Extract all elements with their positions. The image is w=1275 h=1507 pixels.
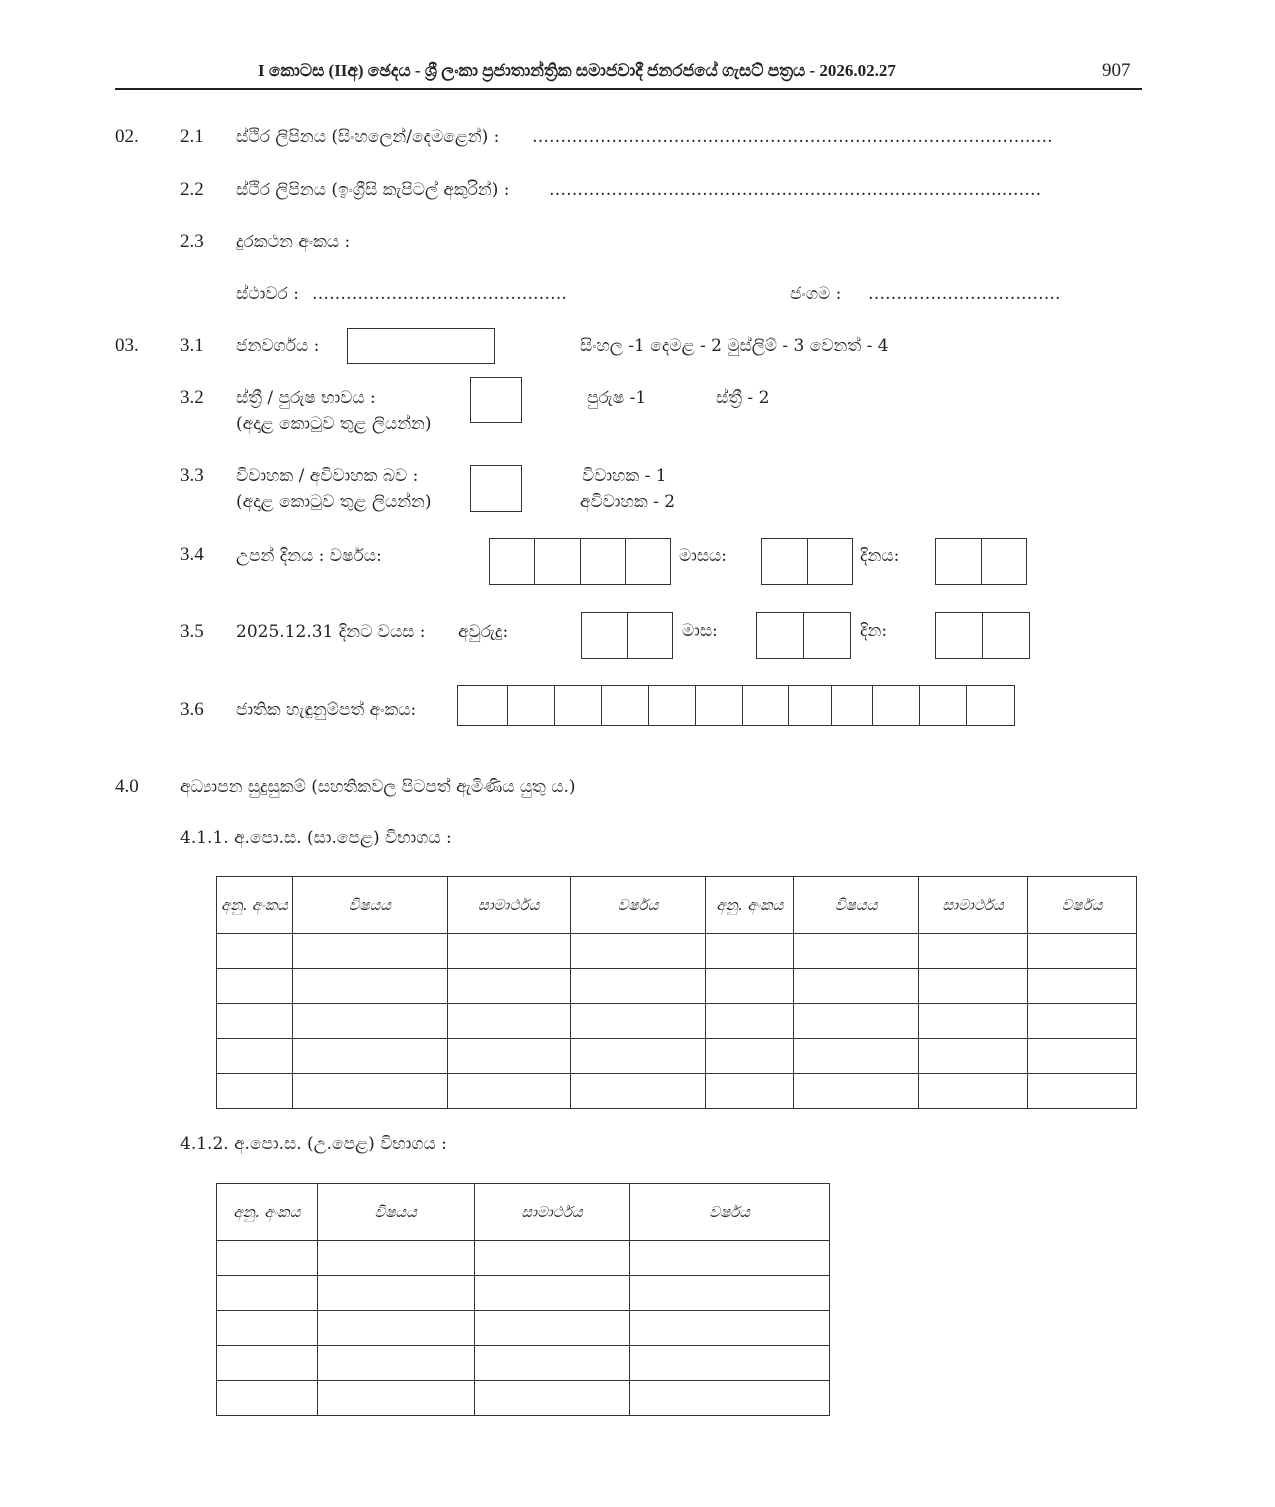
gender-box[interactable] (470, 377, 522, 423)
item-2-1-label: ස්ථිර ලිපිනය (සිංහලෙන්/දෙමළෙන්) : (236, 127, 500, 147)
marital-option-married: විවාහක - 1 (582, 466, 667, 486)
al-header-year: වර්ෂය (630, 1184, 830, 1241)
age-days-label: දින: (860, 621, 888, 641)
dob-day-cell[interactable] (936, 539, 982, 584)
ol-cell[interactable] (919, 934, 1028, 969)
ol-cell[interactable] (919, 1039, 1028, 1074)
dob-year-cell[interactable] (626, 539, 671, 584)
al-results-table (216, 1183, 830, 1416)
age-months-cells[interactable] (756, 612, 851, 659)
ol-header-grade: සාමාර්ථය (919, 877, 1028, 934)
ol-cell[interactable] (570, 1074, 706, 1109)
age-years-label: අවුරුදු: (458, 622, 509, 642)
item-3-3-number: 3.3 (180, 465, 204, 486)
ol-cell[interactable] (794, 934, 919, 969)
education-title: අධ්‍යාපන සුදුසුකම් (සහතිකවල පිටපත් ඇමිණිය යුතු ය.) (180, 777, 576, 797)
ol-cell[interactable] (919, 1004, 1028, 1039)
age-years-cells[interactable] (581, 612, 673, 659)
ol-cell[interactable] (706, 969, 794, 1004)
age-label: 2025.12.31 දිනට වයස : (236, 622, 426, 642)
item-3-1-number: 3.1 (180, 335, 204, 356)
nic-cells[interactable] (457, 685, 1015, 726)
item-2-3-label: දුරකථන අංකය : (236, 232, 351, 252)
al-cell[interactable] (317, 1276, 474, 1311)
ol-header-grade: සාමාර්ථය (447, 877, 570, 934)
ol-header-subject: විෂයය (794, 877, 919, 934)
ol-cell[interactable] (217, 1004, 293, 1039)
al-header-subject: විෂයය (317, 1184, 474, 1241)
ol-cell[interactable] (217, 1039, 293, 1074)
marital-box[interactable] (470, 465, 522, 512)
ol-cell[interactable] (794, 969, 919, 1004)
dob-month-cells[interactable] (761, 538, 853, 585)
dob-month-cell[interactable] (808, 539, 854, 584)
al-header-grade: සාමාර්ථය (474, 1184, 630, 1241)
al-cell[interactable] (630, 1241, 830, 1276)
al-cell[interactable] (317, 1381, 474, 1416)
gender-label: ස්ත්‍රී / පුරුෂ භාවය : (236, 388, 376, 408)
al-cell[interactable] (630, 1346, 830, 1381)
gender-option-male: පුරුෂ -1 (587, 388, 647, 408)
al-header-index: අනු. අංකය (217, 1184, 318, 1241)
item-2-1-number: 2.1 (180, 126, 204, 147)
ol-exam-title: 4.1.1. අ.පො.ස. (සා.පෙළ) විභාගය : (180, 828, 452, 848)
nic-cell[interactable] (555, 686, 602, 725)
ol-header-subject: විෂයය (292, 877, 447, 934)
ol-cell[interactable] (1028, 1074, 1137, 1109)
ol-cell[interactable] (570, 1039, 706, 1074)
al-cell[interactable] (630, 1381, 830, 1416)
age-years-cell[interactable] (628, 613, 674, 658)
ol-cell[interactable] (217, 934, 293, 969)
ol-cell[interactable] (447, 934, 570, 969)
dob-month-label: මාසය: (679, 546, 727, 566)
al-exam-title: 4.1.2. අ.පො.ස. (උ.පෙළ) විභාගය : (180, 1134, 447, 1154)
marital-label: විවාහක / අවිවාහක බව : (236, 466, 419, 486)
landline-dots[interactable]: ……………………………………… (312, 284, 567, 304)
section-04-number: 4.0 (115, 776, 139, 797)
section-03-number: 03. (115, 335, 139, 356)
dob-year-cell[interactable] (581, 539, 626, 584)
al-cell[interactable] (474, 1276, 630, 1311)
ol-cell[interactable] (794, 1039, 919, 1074)
ethnicity-label: ජනවර්ගය : (236, 336, 320, 356)
item-2-2-number: 2.2 (180, 179, 204, 200)
ol-header-year: වර්ෂය (570, 877, 706, 934)
nic-cell[interactable] (602, 686, 649, 725)
landline-label: ස්ථාවර : (236, 284, 299, 304)
dob-year-cells[interactable] (489, 538, 671, 585)
table-row (217, 1074, 1137, 1109)
ol-cell[interactable] (1028, 1004, 1137, 1039)
ol-cell[interactable] (292, 1004, 447, 1039)
ol-results-table (216, 876, 1137, 1109)
ol-cell[interactable] (1028, 969, 1137, 1004)
table-row (217, 1346, 830, 1381)
al-cell[interactable] (630, 1276, 830, 1311)
nic-label: ජාතික හැඳුනුම්පත් අංකය: (236, 700, 417, 720)
nic-cell[interactable] (508, 686, 555, 725)
ol-cell[interactable] (1028, 1039, 1137, 1074)
age-days-cell[interactable] (983, 613, 1030, 658)
al-cell[interactable] (217, 1311, 318, 1346)
al-cell[interactable] (317, 1311, 474, 1346)
nic-cell[interactable] (920, 686, 967, 725)
al-cell[interactable] (474, 1311, 630, 1346)
al-cell[interactable] (217, 1346, 318, 1381)
dob-day-cell[interactable] (982, 539, 1028, 584)
ol-header-index: අනු. අංකය (217, 877, 293, 934)
dob-month-cell[interactable] (762, 539, 808, 584)
dob-year-label: උපන් දිනය : වර්ෂය: (236, 546, 382, 566)
nic-cell[interactable] (696, 686, 743, 725)
ol-cell[interactable] (706, 1004, 794, 1039)
table-row (217, 1004, 1137, 1039)
ol-cell[interactable] (919, 969, 1028, 1004)
table-row (217, 1276, 830, 1311)
table-row (217, 1381, 830, 1416)
ol-cell[interactable] (570, 1004, 706, 1039)
ol-cell[interactable] (570, 969, 706, 1004)
al-cell[interactable] (630, 1311, 830, 1346)
ethnicity-box[interactable] (347, 328, 495, 364)
ol-cell[interactable] (570, 934, 706, 969)
item-2-2-dots[interactable]: ……………………………………………………………………...…… (549, 180, 1042, 200)
nic-cell[interactable] (743, 686, 790, 725)
age-years-cell[interactable] (582, 613, 628, 658)
page-number: 907 (1102, 60, 1131, 81)
nic-cell[interactable] (832, 686, 873, 725)
age-months-label: මාස: (682, 621, 718, 641)
table-row (217, 1241, 830, 1276)
age-months-cell[interactable] (804, 613, 851, 658)
item-3-2-number: 3.2 (180, 387, 204, 408)
ol-cell[interactable] (447, 1039, 570, 1074)
ol-header-year: වර්ෂය (1028, 877, 1137, 934)
item-3-5-number: 3.5 (180, 621, 204, 642)
ol-cell[interactable] (447, 1004, 570, 1039)
ol-cell[interactable] (1028, 934, 1137, 969)
dob-year-cell[interactable] (490, 539, 535, 584)
gender-option-female: ස්ත්‍රී - 2 (716, 388, 770, 408)
item-2-1-dots[interactable]: ……………………………………………………………………………..… (532, 127, 1053, 147)
marital-sublabel: (අදාළ කොටුව තුළ ලියන්න) (236, 492, 432, 512)
al-cell[interactable] (474, 1241, 630, 1276)
ol-cell[interactable] (447, 1074, 570, 1109)
dob-year-cell[interactable] (535, 539, 580, 584)
al-cell[interactable] (317, 1346, 474, 1381)
nic-cell[interactable] (789, 686, 832, 725)
dob-day-cells[interactable] (935, 538, 1027, 585)
al-cell[interactable] (474, 1346, 630, 1381)
ol-cell[interactable] (292, 1074, 447, 1109)
ol-cell[interactable] (292, 969, 447, 1004)
ol-header-row (217, 877, 1137, 934)
ol-cell[interactable] (706, 1074, 794, 1109)
al-cell[interactable] (217, 1241, 318, 1276)
nic-cell[interactable] (967, 686, 1015, 725)
ol-cell[interactable] (706, 934, 794, 969)
dob-day-label: දිනය: (860, 546, 900, 566)
mobile-dots[interactable]: ……………………………. (868, 284, 1061, 304)
ol-cell[interactable] (217, 969, 293, 1004)
al-header-row (217, 1184, 830, 1241)
nic-cell[interactable] (649, 686, 696, 725)
ol-header-index: අනු. අංකය (706, 877, 794, 934)
ethnicity-options: සිංහල -1 දෙමළ - 2 මුස්ලිම් - 3 වෙනත් - 4 (580, 336, 889, 356)
ol-cell[interactable] (217, 1074, 293, 1109)
gender-sublabel: (අදාළ කොටුව තුළ ලියන්න) (236, 414, 432, 434)
marital-option-unmarried: අවිවාහක - 2 (580, 492, 676, 512)
table-row (217, 934, 1137, 969)
mobile-label: ජංගම : (790, 284, 842, 304)
nic-cell[interactable] (873, 686, 920, 725)
ol-cell[interactable] (794, 1074, 919, 1109)
section-02-number: 02. (115, 126, 139, 147)
item-3-6-number: 3.6 (180, 699, 204, 720)
item-2-2-label: ස්ථිර ලිපිනය (ඉංග්‍රීසි කැපිටල් අකුරින්) : (236, 180, 510, 200)
nic-cell[interactable] (458, 686, 508, 725)
al-cell[interactable] (217, 1381, 318, 1416)
ol-cell[interactable] (794, 1004, 919, 1039)
ol-cell[interactable] (447, 969, 570, 1004)
al-cell[interactable] (317, 1241, 474, 1276)
age-days-cell[interactable] (936, 613, 983, 658)
ol-cell[interactable] (919, 1074, 1028, 1109)
ol-cell[interactable] (292, 1039, 447, 1074)
table-row (217, 1039, 1137, 1074)
page-header-title: I කොටස (IIඅ) ඡෙදය - ශ්‍රී ලංකා ප්‍රජාතාන්ත්‍රික සමාජවාදී ජනරජයේ ගැසට් පත්‍රය - 2026.02.27 (258, 61, 896, 80)
age-days-cells[interactable] (935, 612, 1030, 659)
table-row (217, 969, 1137, 1004)
ol-cell[interactable] (292, 934, 447, 969)
item-2-3-number: 2.3 (180, 231, 204, 252)
al-cell[interactable] (474, 1381, 630, 1416)
al-cell[interactable] (217, 1276, 318, 1311)
item-3-4-number: 3.4 (180, 544, 204, 565)
table-row (217, 1311, 830, 1346)
age-months-cell[interactable] (757, 613, 804, 658)
header-rule (115, 88, 1142, 90)
ol-cell[interactable] (706, 1039, 794, 1074)
